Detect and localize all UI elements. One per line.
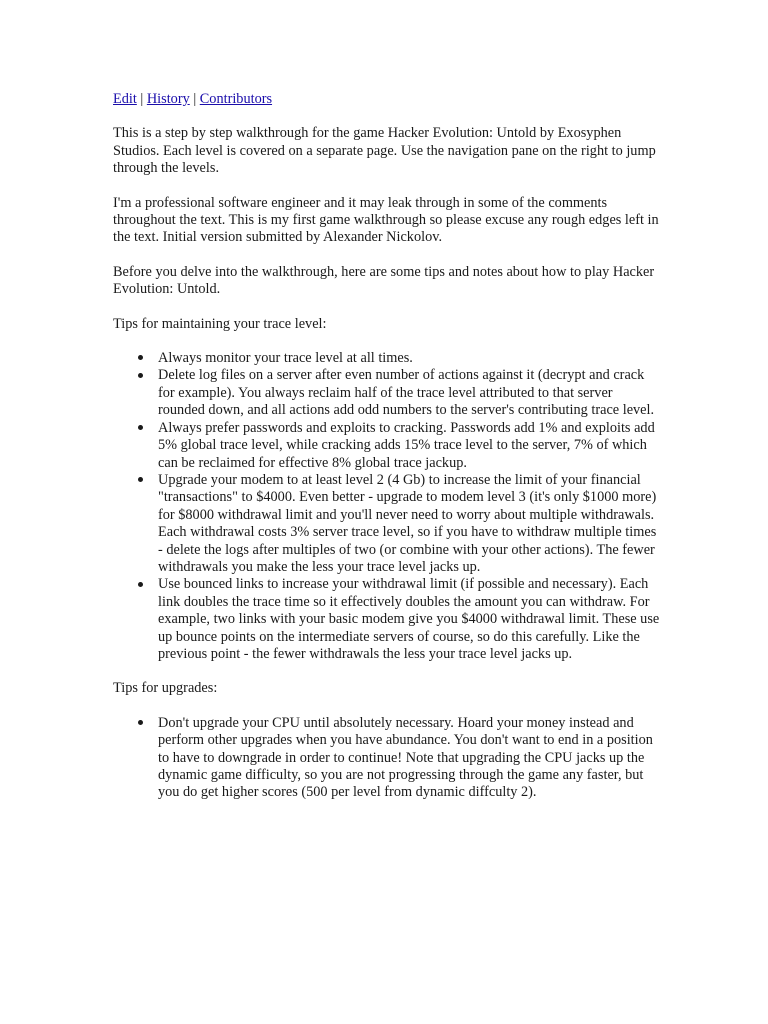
bullet-icon	[136, 367, 144, 384]
bullet-icon	[136, 576, 144, 593]
trace-tips-list	[113, 350, 661, 663]
nav-separator: |	[189, 91, 200, 107]
upgrade-tips-heading: Tips for upgrades:	[113, 680, 218, 697]
edit-link[interactable]: Edit	[113, 91, 137, 107]
upgrade-tips-list	[113, 715, 661, 802]
contributors-link[interactable]: Contributors	[199, 91, 273, 107]
list-item: Upgrade your modem to at least level 2 (4 Gb) to increase the limit of your financial "transactions" to $4000. Even better - upgrade to modem level 3 (it's only $1000 more) for $8000 withdrawal limit and you'll never need to worry about multiple withdrawals. Each withdrawal costs 3% server trace level, so if you have to withdraw multiple times - delete the logs after multiples of two (or combine with your other actions). The fewer withdrawals you make the less your trace level jacks up.	[158, 472, 661, 576]
list-item: Don't upgrade your CPU until absolutely necessary. Hoard your money instead and perform other upgrades when you have abundance. You don't want to end in a position to have to downgrade in order to continue! Note that upgrading the CPU jacks up the dynamic game difficulty, so you are not progressing through the game any faster, but you do get higher scores (500 per level from dynamic diffculty 2).	[158, 715, 661, 802]
list-item: Delete log files on a server after even number of actions against it (decrypt and crack for example). You always reclaim half of the trace level attributed to that server rounded down, and all actions add odd numbers to the server's contributing trace level.	[158, 367, 661, 419]
trace-tips-heading: Tips for maintaining your trace level:	[113, 315, 327, 332]
author-paragraph: I'm a professional software engineer and it may leak through in some of the comments throughout the text. This is my first game walkthrough so please excuse any rough edges left in the text. Initial version submitted by Alexander Nickolov.	[113, 194, 659, 246]
bullet-icon	[136, 350, 144, 367]
document-body	[113, 91, 661, 819]
bullet-icon	[136, 420, 144, 437]
list-item: Always prefer passwords and exploits to cracking. Passwords add 1% and exploits add 5% global trace level, while cracking adds 15% trace level to the server, 7% of which can be reclaimed for effective 8% global trace jackup.	[158, 420, 661, 472]
list-item: Always monitor your trace level at all times.	[158, 350, 661, 367]
intro-paragraph: This is a step by step walkthrough for the game Hacker Evolution: Untold by Exosyphen Studios. Each level is covered on a separate page. Use the navigation pane on the right to jump through the levels.	[113, 125, 656, 177]
nav-separator: |	[136, 91, 147, 107]
bullet-icon	[136, 715, 144, 732]
list-item: Use bounced links to increase your withdrawal limit (if possible and necessary). Each link doubles the trace time so it effectively doubles the amount you can withdraw. For example, two links with your basic modem give you $4000 withdrawal limit. These use up bounce points on the intermediate servers of course, so do this carefully. Like the previous point - the fewer withdrawals the less your trace level jacks up.	[158, 576, 661, 663]
page-actions-nav	[113, 91, 661, 108]
preface-paragraph: Before you delve into the walkthrough, here are some tips and notes about how to play Hacker Evolution: Untold.	[113, 263, 655, 298]
history-link[interactable]: History	[146, 91, 190, 107]
bullet-icon	[136, 472, 144, 489]
